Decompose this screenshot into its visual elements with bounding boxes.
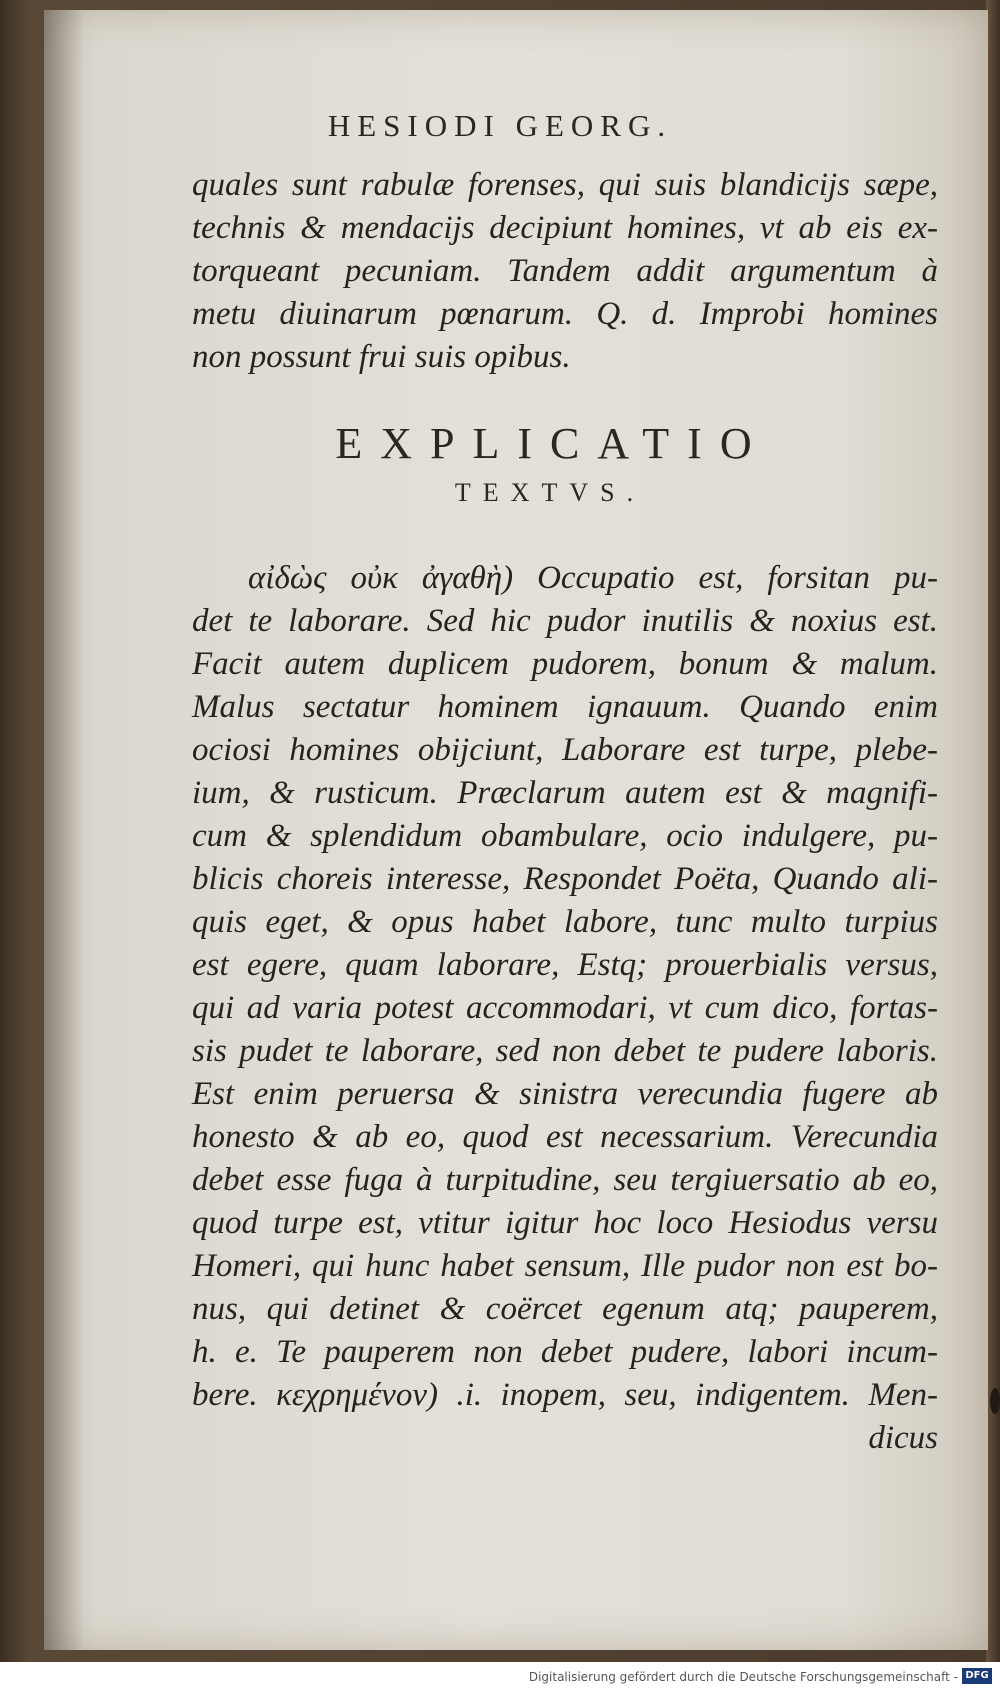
text-line: nus, qui detinet & coërcet egenum atq; pauperem,: [192, 1291, 938, 1327]
text-line: cum & splendidum obambulare, ocio indulgere, pu-: [192, 818, 938, 854]
text-line: quis eget, & opus habet labore, tunc multo turpius: [192, 904, 938, 940]
text-line: torqueant pecuniam. Tandem addit argumentum à: [192, 253, 938, 289]
text-line: ociosi homines obijciunt, Laborare est turpe, plebe-: [192, 732, 938, 768]
text-line: quales sunt rabulæ forenses, qui suis blandicijs sæpe,: [192, 167, 938, 203]
text-line: non possunt frui suis opibus.: [192, 339, 571, 375]
running-head: HESIODI GEORG.: [327, 108, 673, 143]
text-line: αἰδὼς οὐκ ἀγαθὴ) Occupatio est, forsitan pu-: [248, 560, 938, 596]
text-line: debet esse fuga à turpitudine, seu tergiuersatio ab eo,: [192, 1162, 938, 1198]
text-line: Malus sectatur hominem ignauum. Quando enim: [192, 689, 938, 725]
ink-spot: [990, 1388, 1000, 1414]
text-line: ium, & rusticum. Præclarum autem est & magnifi-: [192, 775, 938, 811]
text-line: Facit autem duplicem pudorem, bonum & malum.: [192, 646, 938, 682]
text-line: qui ad varia potest accommodari, vt cum dico, fortas-: [192, 990, 938, 1026]
text-line: sis pudet te laborare, sed non debet te pudere laboris.: [192, 1033, 938, 1069]
text-line: metu diuinarum pœnarum. Q. d. Improbi homines: [192, 296, 938, 332]
text-line: est egere, quam laborare, Estq; prouerbialis versus,: [192, 947, 938, 983]
section-heading: EXPLICATIO: [335, 419, 770, 468]
text-line: bere. κεχρημένον) .i. inopem, seu, indigentem. Men-: [192, 1377, 938, 1413]
catchword: dicus: [868, 1420, 938, 1456]
text-line: blicis choreis interesse, Respondet Poëta, Quando ali-: [192, 861, 938, 897]
text-line: Homeri, qui hunc habet sensum, Ille pudor non est bo-: [192, 1248, 938, 1284]
footer-bar: [0, 1662, 1000, 1697]
footer-credit: Digitalisierung gefördert durch die Deutsche Forschungsgemeinschaft -: [528, 1670, 958, 1684]
text-line: det te laborare. Sed hic pudor inutilis & noxius est.: [192, 603, 938, 639]
section-subheading: TEXTVS.: [454, 478, 646, 507]
text-line: Est enim peruersa & sinistra verecundia fugere ab: [192, 1076, 938, 1112]
text-line: quod turpe est, vtitur igitur hoc loco Hesiodus versu: [192, 1205, 938, 1241]
text-line: h. e. Te pauperem non debet pudere, labori incum-: [192, 1334, 938, 1370]
text-line: technis & mendacijs decipiunt homines, vt ab eis ex-: [192, 210, 938, 246]
dfg-logo-icon: DFG: [962, 1668, 992, 1684]
paragraph-1: [192, 164, 938, 379]
text-line: honesto & ab eo, quod est necessarium. Verecundia: [192, 1119, 938, 1155]
paragraph-2: [192, 557, 938, 1460]
